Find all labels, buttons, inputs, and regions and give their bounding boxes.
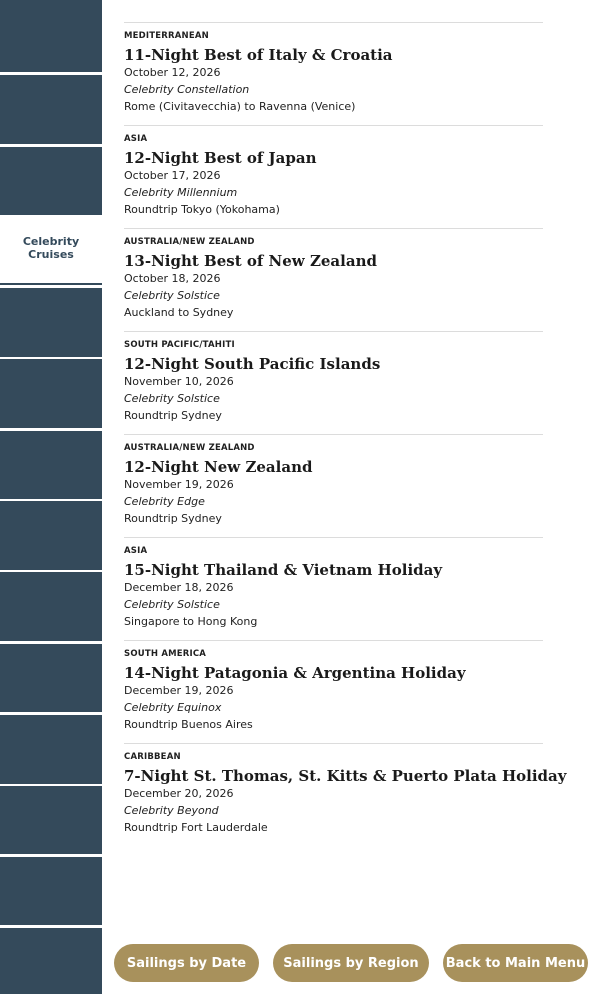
sailing-date: November 19, 2026	[124, 478, 234, 491]
sailing-ship: Celebrity Edge	[124, 495, 205, 508]
side-tab-9[interactable]	[0, 572, 102, 641]
sailing-region: SOUTH PACIFIC/TAHITI	[124, 340, 235, 350]
side-tab-10[interactable]	[0, 644, 102, 712]
side-tab-14[interactable]	[0, 928, 102, 994]
sailing-date: October 18, 2026	[124, 272, 221, 285]
sailing-route: Roundtrip Sydney	[124, 409, 222, 422]
sailing-entry[interactable]	[124, 125, 543, 228]
sailings-by-date-button[interactable]: Sailings by Date	[114, 944, 259, 982]
side-tab-celebrity-cruises[interactable]	[0, 215, 102, 281]
sailing-route: Roundtrip Sydney	[124, 512, 222, 525]
sailing-route: Roundtrip Fort Lauderdale	[124, 821, 268, 834]
sailing-date: December 19, 2026	[124, 684, 234, 697]
side-tab-11[interactable]	[0, 715, 102, 784]
side-tab-12[interactable]	[0, 786, 102, 854]
sailing-title: 12-Night New Zealand	[124, 458, 313, 476]
sailing-route: Roundtrip Buenos Aires	[124, 718, 253, 731]
sailing-region: ASIA	[124, 546, 148, 556]
sailing-ship: Celebrity Solstice	[124, 289, 220, 302]
sailing-ship: Celebrity Beyond	[124, 804, 219, 817]
sailing-region: AUSTRALIA/NEW ZEALAND	[124, 443, 255, 453]
sailing-entry[interactable]	[124, 22, 543, 125]
sailing-date: October 12, 2026	[124, 66, 221, 79]
sailing-ship: Celebrity Solstice	[124, 392, 220, 405]
side-tab-13[interactable]	[0, 857, 102, 925]
sailing-date: December 18, 2026	[124, 581, 234, 594]
sailing-region: ASIA	[124, 134, 148, 144]
side-tab-7[interactable]	[0, 431, 102, 499]
sailing-ship: Celebrity Equinox	[124, 701, 222, 714]
side-tab-5[interactable]	[0, 288, 102, 357]
side-tab-8[interactable]	[0, 501, 102, 570]
back-to-main-menu-button[interactable]: Back to Main Menu	[443, 944, 588, 982]
sailings-list	[124, 22, 567, 846]
sailing-title: 12-Night South Pacific Islands	[124, 355, 381, 373]
sailing-entry[interactable]	[124, 434, 543, 537]
sailing-title: 12-Night Best of Japan	[124, 149, 317, 167]
sailing-title: 13-Night Best of New Zealand	[124, 252, 377, 270]
sailing-title: 15-Night Thailand & Vietnam Holiday	[124, 561, 443, 579]
sailing-entry[interactable]	[124, 228, 543, 331]
sailing-region: CARIBBEAN	[124, 752, 181, 762]
sailing-date: October 17, 2026	[124, 169, 221, 182]
sailing-date: November 10, 2026	[124, 375, 234, 388]
sailing-route: Singapore to Hong Kong	[124, 615, 258, 628]
side-tab-label: Celebrity Cruises	[22, 235, 80, 261]
sailing-region: AUSTRALIA/NEW ZEALAND	[124, 237, 255, 247]
sailing-title: 7-Night St. Thomas, St. Kitts & Puerto Plata Holiday	[124, 767, 567, 785]
side-tab-rail	[0, 0, 102, 994]
sailing-route: Roundtrip Tokyo (Yokohama)	[124, 203, 280, 216]
side-tab-1[interactable]	[0, 0, 102, 72]
sailing-entry[interactable]	[124, 640, 543, 743]
sailing-entry[interactable]	[124, 743, 567, 846]
sailing-date: December 20, 2026	[124, 787, 234, 800]
sailing-title: 14-Night Patagonia & Argentina Holiday	[124, 664, 466, 682]
sailing-entry[interactable]	[124, 537, 543, 640]
side-tab-divider	[0, 283, 102, 285]
sailing-entry[interactable]	[124, 331, 543, 434]
sailing-ship: Celebrity Millennium	[124, 186, 238, 199]
sailing-region: SOUTH AMERICA	[124, 649, 207, 659]
side-tab-6[interactable]	[0, 359, 102, 428]
sailing-title: 11-Night Best of Italy & Croatia	[124, 46, 393, 64]
sailing-region: MEDITERRANEAN	[124, 31, 209, 41]
side-tab-3[interactable]	[0, 147, 102, 215]
side-tab-2[interactable]	[0, 75, 102, 144]
sailing-route: Auckland to Sydney	[124, 306, 234, 319]
sailings-by-region-button[interactable]: Sailings by Region	[273, 944, 429, 982]
sailing-ship: Celebrity Constellation	[124, 83, 250, 96]
sailing-route: Rome (Civitavecchia) to Ravenna (Venice)	[124, 100, 356, 113]
sailing-ship: Celebrity Solstice	[124, 598, 220, 611]
